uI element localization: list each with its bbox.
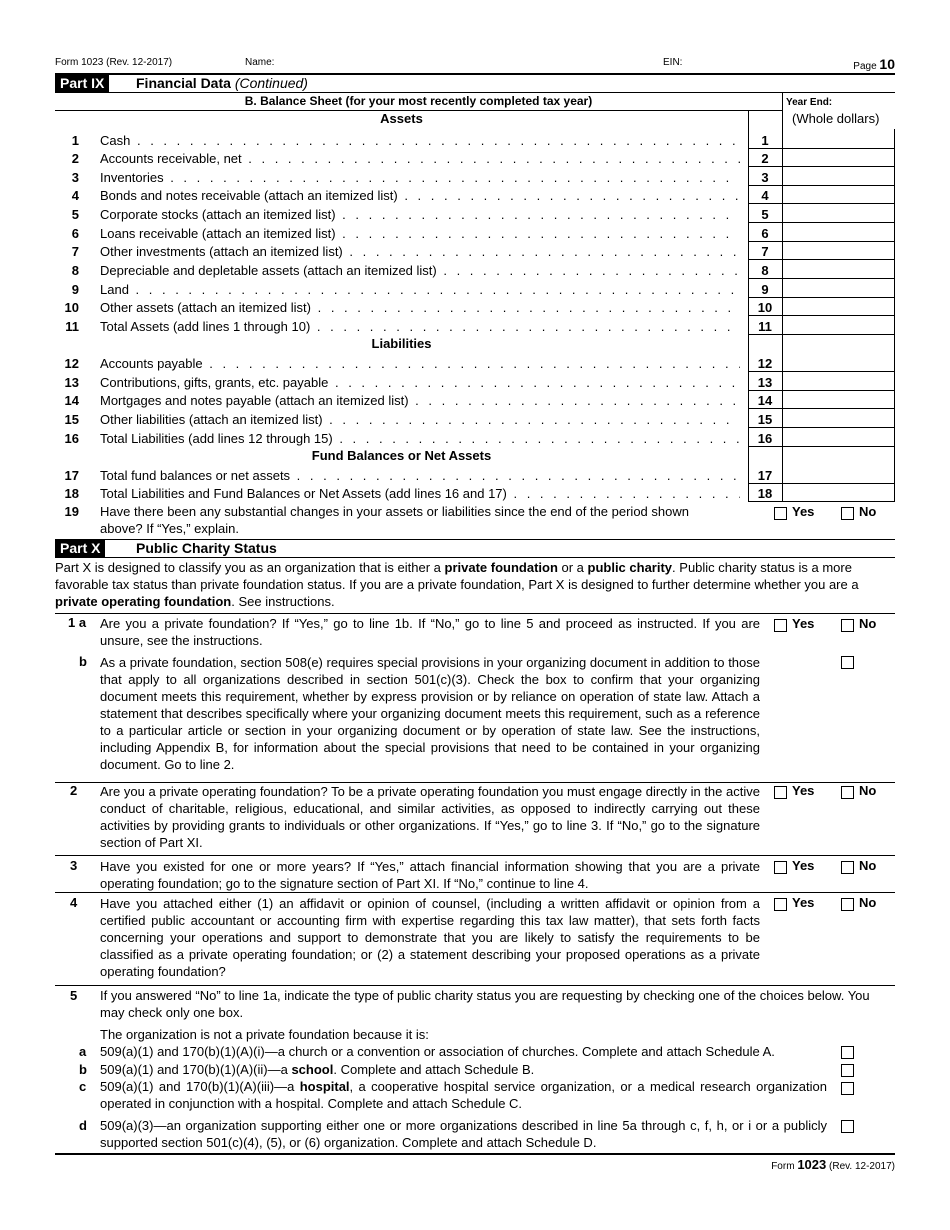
row-rule <box>748 278 782 279</box>
line-box-number: 9 <box>761 282 769 297</box>
line-box-number: 16 <box>757 431 773 446</box>
row-rule <box>748 259 782 260</box>
part-ix-label: Part IX <box>55 75 109 92</box>
line-box-number: 3 <box>761 170 769 185</box>
hline <box>55 110 782 111</box>
ein-label: EIN: <box>663 57 683 68</box>
row-rule <box>748 483 782 484</box>
q3-text: Have you existed for one or more years? If “Yes,” attach financial information showing that you are a private operating foundation; go to the signature section of Part XI. If “No,” continue to line 4. <box>100 859 760 891</box>
q1a-text: Are you a private foundation? If “Yes,” go to line 1b. If “No,” go to line 5 and proceed as instructed. If you are unsure, see the instructions. <box>100 616 760 648</box>
q5-text: If you answered “No” to line 1a, indicate the type of public charity status you are requesting by checking one of the choices below. You may check only one box. <box>100 988 870 1020</box>
intro-text: . See instructions. <box>231 594 335 609</box>
line-number: 8 <box>71 263 79 278</box>
amount-field[interactable] <box>783 278 895 279</box>
no-label: No <box>859 504 877 519</box>
line-number: 14 <box>64 393 79 408</box>
part-ix-title-text: Financial Data <box>136 75 231 91</box>
row-rule <box>748 203 782 204</box>
assets-heading: Assets <box>380 111 423 126</box>
q3-no-checkbox[interactable] <box>841 861 854 874</box>
q3-number: 3 <box>70 858 78 873</box>
rule <box>55 892 895 893</box>
line-number: 9 <box>71 282 79 297</box>
q4-no-checkbox[interactable] <box>841 898 854 911</box>
q3-yes-checkbox[interactable] <box>774 861 787 874</box>
q5b-checkbox[interactable] <box>841 1064 854 1077</box>
year-end-label: Year End: <box>786 97 833 108</box>
line-description: Other investments (attach an itemized list) . . . <box>100 243 740 260</box>
line-number: 6 <box>71 226 79 241</box>
line-description: Total Liabilities (add lines 12 through 15) . . . <box>100 430 740 447</box>
q1b-letter: b <box>79 654 87 669</box>
footer-revision: (Rev. 12-2017) <box>829 1161 895 1172</box>
line-number: 13 <box>64 375 79 390</box>
line-box-number: 14 <box>757 393 773 408</box>
line-box-number: 17 <box>757 468 773 483</box>
row-rule <box>748 297 782 298</box>
line-box-number: 5 <box>761 207 769 222</box>
line-description: Inventories . . . <box>100 169 740 186</box>
part-x-label: Part X <box>55 540 105 557</box>
line-description: Accounts payable . . . <box>100 355 740 372</box>
footer-form-id <box>771 1157 895 1172</box>
q5c-text-part: 509(a)(1) and 170(b)(1)(A)(iii)—a <box>100 1079 300 1094</box>
part-x-title: Public Charity Status <box>136 540 277 556</box>
q5c-text-part: , a cooperative hospital service organization, or a medical research organization operated in conjunction with a hospital. Complete and attach Schedule C. <box>100 1079 827 1111</box>
line-description: Land . . . <box>100 281 740 298</box>
amount-field[interactable] <box>783 241 895 242</box>
amount-field[interactable] <box>783 334 895 335</box>
fund-balances-heading: Fund Balances or Net Assets <box>311 448 492 463</box>
line-description: Other liabilities (attach an itemized list) . . . <box>100 411 740 428</box>
part-ix-title <box>136 75 308 91</box>
line-description: Other assets (attach an itemized list) . . . <box>100 299 740 316</box>
q5b-text-part: . Complete and attach Schedule B. <box>333 1062 535 1077</box>
line-number: 1 <box>71 133 79 148</box>
line-description: Loans receivable (attach an itemized list) . . . <box>100 225 740 242</box>
row-rule <box>748 334 782 335</box>
line-box-number: 15 <box>757 412 773 427</box>
line-box-number: 4 <box>761 188 769 203</box>
line-description: Accounts receivable, net . . . <box>100 150 740 167</box>
line-19-text: Have there been any substantial changes in your assets or liabilities since the end of the period shown above? If “Yes,” explain. <box>100 504 689 536</box>
line-box-number: 8 <box>761 263 769 278</box>
amount-field[interactable] <box>783 222 895 223</box>
page-label: Page <box>853 61 877 72</box>
rule <box>55 557 895 558</box>
q1a-no-checkbox[interactable] <box>841 619 854 632</box>
line-description: Total fund balances or net assets . . . <box>100 467 740 484</box>
amount-field[interactable] <box>783 427 895 428</box>
line-number: 10 <box>64 300 79 315</box>
amount-field[interactable] <box>783 203 895 204</box>
line-box-number: 18 <box>757 486 773 501</box>
amount-field[interactable] <box>783 408 895 409</box>
amount-field[interactable] <box>783 371 895 372</box>
line-box-number: 2 <box>761 151 769 166</box>
line-box-number: 11 <box>758 319 772 334</box>
amount-field[interactable] <box>783 166 895 167</box>
rule <box>55 613 895 614</box>
row-rule <box>748 427 782 428</box>
line-box-number: 10 <box>757 300 773 315</box>
part-x-intro <box>55 559 895 610</box>
line-description: Corporate stocks (attach an itemized list) . . . <box>100 206 740 223</box>
line-description: Mortgages and notes payable (attach an itemized list) . . . <box>100 392 740 409</box>
q5c-text <box>100 1078 827 1112</box>
intro-bold: private operating foundation <box>55 594 232 609</box>
line-number: 2 <box>71 151 79 166</box>
intro-text: . Public charity status is a more favorable tax status than private foundation status. If you are a private foundation, Part X is designed to further determine whether you are a <box>55 560 859 592</box>
amount-field[interactable] <box>783 259 895 260</box>
line-description: Contributions, gifts, grants, etc. payable . . . <box>100 374 740 391</box>
line-number: 15 <box>64 412 79 427</box>
rule <box>55 985 895 986</box>
line-description: Depreciable and depletable assets (attach an itemized list) . . . <box>100 262 740 279</box>
q5a-text: 509(a)(1) and 170(b)(1)(A)(i)—a church or a convention or association of churches. Complete and attach Schedule A. <box>100 1044 775 1059</box>
line-description: Total Liabilities and Fund Balances or Net Assets (add lines 16 and 17) . . . <box>100 485 740 502</box>
footer-form-label: Form <box>771 1161 795 1172</box>
q1a-number: 1 a <box>68 615 87 630</box>
q5c-bold: hospital <box>299 1079 350 1094</box>
q1a-yes-checkbox[interactable] <box>774 619 787 632</box>
q5c-checkbox[interactable] <box>841 1082 854 1095</box>
name-label: Name: <box>245 57 275 68</box>
line-description: Total Assets (add lines 1 through 10) . . . <box>100 318 740 335</box>
q1b-text: As a private foundation, section 508(e) requires special provisions in your organizing document in addition to those that apply to all organizations described in section 501(c)(3). Check the box to confirm that your organizing document meets this requirement, whether by express provision or by reliance on operation of state law. Attach a statement that describes specifically where your organizing document meets this requirement, such as a reference to a particular article or section in your organizing document or by operation of state law. See the instructions, including Appendix B, for information about the special provisions that need to be contained in your organizing document. Go to line 2. <box>100 655 760 772</box>
no-label: No <box>859 895 877 910</box>
amount-field[interactable] <box>783 297 895 298</box>
line-number: 18 <box>64 486 79 501</box>
amount-field[interactable] <box>783 315 895 316</box>
q5c-letter: c <box>79 1079 87 1094</box>
intro-text: Part X is designed to classify you as an organization that is either a <box>55 560 445 575</box>
q5b-letter: b <box>79 1062 87 1077</box>
no-label: No <box>859 858 877 873</box>
amount-column-border <box>894 129 895 502</box>
yes-label: Yes <box>792 616 815 631</box>
row-rule <box>748 185 782 186</box>
part-ix-title-suffix: (Continued) <box>234 75 308 91</box>
q2-no-checkbox[interactable] <box>841 786 854 799</box>
line-description: Cash . . . <box>100 132 740 149</box>
intro-text: or a <box>557 560 588 575</box>
no-label: No <box>859 783 877 798</box>
rule <box>55 92 895 93</box>
line-number: 3 <box>71 170 79 185</box>
page-number <box>853 56 895 72</box>
amount-field[interactable] <box>783 148 895 149</box>
q2-number: 2 <box>70 783 78 798</box>
balance-sheet-title: B. Balance Sheet (for your most recently completed tax year) <box>244 94 593 108</box>
line-box-number: 6 <box>761 226 769 241</box>
line-description: Bonds and notes receivable (attach an itemized list) . . . <box>100 187 740 204</box>
q5-lead: The organization is not a private foundation because it is: <box>100 1027 429 1042</box>
line-19-no-checkbox[interactable] <box>841 507 854 520</box>
q5a-checkbox[interactable] <box>841 1046 854 1059</box>
hline <box>748 110 782 111</box>
form-revision: Form 1023 (Rev. 12-2017) <box>55 57 173 68</box>
row-rule <box>748 315 782 316</box>
amount-field[interactable] <box>783 483 895 484</box>
line-number: 4 <box>71 188 79 203</box>
no-label: No <box>859 616 877 631</box>
intro-bold: private foundation <box>444 560 558 575</box>
line-box-number: 12 <box>757 356 773 371</box>
q5d-checkbox[interactable] <box>841 1120 854 1133</box>
row-rule <box>748 241 782 242</box>
q5-number: 5 <box>70 988 78 1003</box>
yes-label: Yes <box>792 504 815 519</box>
line-box-number: 13 <box>757 375 773 390</box>
q4-text: Have you attached either (1) an affidavit or opinion of counsel, (including a written affidavit or opinion from a certified public accountant or accounting firm with expertise regarding this tax law matter), that sets forth facts concerning your operations and support to demonstrate that you are likely to satisfy the requirements to be classified as a private operating foundation; or (2) a statement describing your proposed operations as a private operating foundation? <box>100 896 760 979</box>
row-rule <box>748 166 782 167</box>
q5d-text: 509(a)(3)—an organization supporting either one or more organizations described in line 5a through c, f, h, or i or a publicly supported section 501(c)(4), (5), or (6) organization. Complete and attach Schedule D. <box>100 1118 827 1150</box>
line-19-number: 19 <box>64 504 79 519</box>
footer-form-number: 1023 <box>797 1157 827 1172</box>
line-box-number: 1 <box>761 133 769 148</box>
row-rule <box>748 371 782 372</box>
line-number: 17 <box>64 468 79 483</box>
q1b-checkbox[interactable] <box>841 656 854 669</box>
line-number: 5 <box>71 207 79 222</box>
q5b-text <box>100 1061 830 1078</box>
q2-yes-checkbox[interactable] <box>774 786 787 799</box>
q4-yes-checkbox[interactable] <box>774 898 787 911</box>
line-number: 12 <box>64 356 79 371</box>
amount-field[interactable] <box>783 390 895 391</box>
hline <box>748 501 895 502</box>
q5b-bold: school <box>291 1062 334 1077</box>
yes-label: Yes <box>792 783 815 798</box>
row-rule <box>748 390 782 391</box>
line-number: 7 <box>71 244 79 259</box>
intro-bold: public charity <box>587 560 673 575</box>
line-number: 11 <box>65 319 79 334</box>
line-box-number: 7 <box>761 244 769 259</box>
rule <box>55 1153 895 1155</box>
amount-field[interactable] <box>783 185 895 186</box>
line-19-yes-checkbox[interactable] <box>774 507 787 520</box>
row-rule <box>748 222 782 223</box>
yes-label: Yes <box>792 858 815 873</box>
whole-dollars-label: (Whole dollars) <box>792 111 880 126</box>
yes-label: Yes <box>792 895 815 910</box>
q5b-text-part: 509(a)(1) and 170(b)(1)(A)(ii)—a <box>100 1062 292 1077</box>
row-rule <box>748 446 782 447</box>
rule <box>55 855 895 856</box>
q2-text: Are you a private operating foundation? To be a private operating foundation you must engage directly in the active conduct of charitable, religious, educational, and similar activities, as opposed to indirectly carrying out these activities by providing grants to individuals or other organizations. If “Yes,” go to line 3. If “No,” go to the signature section of Part XI. <box>100 784 760 850</box>
line-number: 16 <box>64 431 79 446</box>
row-rule <box>748 148 782 149</box>
q5d-letter: d <box>79 1118 87 1133</box>
q5a-letter: a <box>79 1044 87 1059</box>
liabilities-heading: Liabilities <box>371 336 432 351</box>
amount-field[interactable] <box>783 446 895 447</box>
q4-number: 4 <box>70 895 78 910</box>
row-rule <box>748 408 782 409</box>
page-number-value: 10 <box>879 56 895 72</box>
